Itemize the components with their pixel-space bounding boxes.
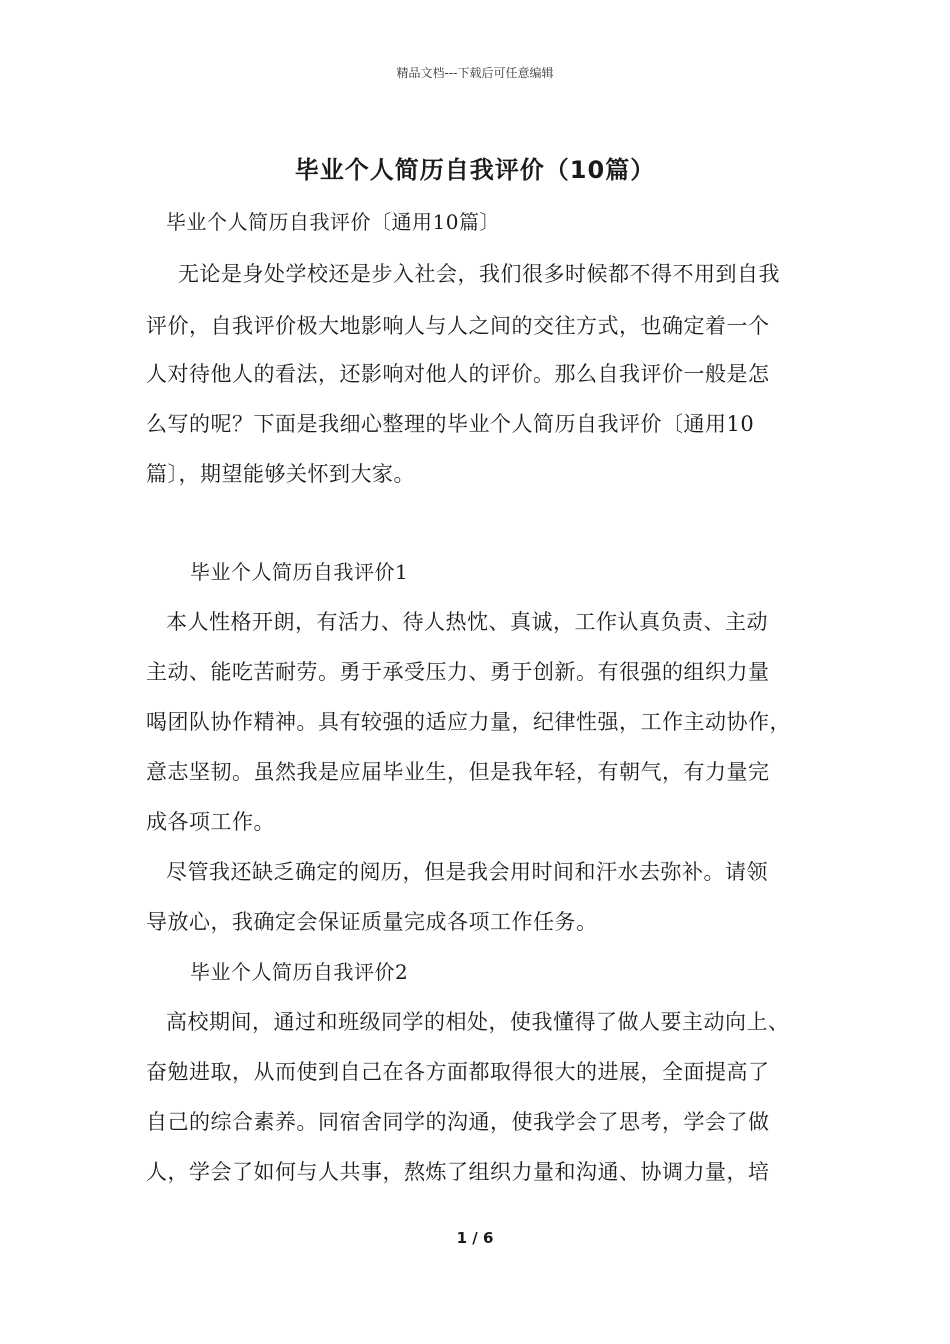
header-note: 精品文档---下载后可任意编辑 xyxy=(396,66,554,80)
section1-line: 尽管我还缺乏确定的阅历，但是我会用时间和汗水去弥补。请领 xyxy=(166,860,768,884)
section1-line: 主动、能吃苦耐劳。勇于承受压力、勇于创新。有很强的组织力量 xyxy=(146,660,770,684)
section1-line: 导放心，我确定会保证质量完成各项工作任务。 xyxy=(146,910,598,934)
section1-line: 本人性格开朗，有活力、待人热忱、真诚，工作认真负责、主动 xyxy=(166,610,768,634)
intro-line: 篇〕，期望能够关怀到大家。 xyxy=(146,462,415,486)
section-heading-2: 毕业个人简历自我评价2 xyxy=(190,960,409,984)
document-title: 毕业个人简历自我评价（10篇） xyxy=(294,156,656,184)
page-number: 1 / 6 xyxy=(456,1229,494,1247)
section1-line: 成各项工作。 xyxy=(146,810,275,834)
intro-line: 么写的呢？下面是我细心整理的毕业个人简历自我评价〔通用10 xyxy=(146,412,755,436)
section1-line: 意志坚韧。虽然我是应届毕业生，但是我年轻，有朝气，有力量完 xyxy=(146,760,770,784)
intro-line: 评价，自我评价极大地影响人与人之间的交往方式，也确定着一个 xyxy=(146,314,770,338)
section2-line: 自己的综合素养。同宿舍同学的沟通，使我学会了思考，学会了做 xyxy=(146,1110,770,1134)
section1-line: 喝团队协作精神。具有较强的适应力量，纪律性强，工作主动协作， xyxy=(146,710,791,734)
section2-line: 人，学会了如何与人共事，熬炼了组织力量和沟通、协调力量，培 xyxy=(146,1160,770,1184)
document-subtitle: 毕业个人简历自我评价〔通用10篇〕 xyxy=(166,210,500,234)
intro-line: 人对待他人的看法，还影响对他人的评价。那么自我评价一般是怎 xyxy=(146,362,770,386)
section-heading-1: 毕业个人简历自我评价1 xyxy=(190,560,409,584)
section2-line: 奋勉进取，从而使到自己在各方面都取得很大的进展，全面提高了 xyxy=(146,1060,770,1084)
intro-line: 无论是身处学校还是步入社会，我们很多时候都不得不用到自我 xyxy=(178,262,780,286)
section2-line: 高校期间，通过和班级同学的相处，使我懂得了做人要主动向上、 xyxy=(166,1010,790,1034)
